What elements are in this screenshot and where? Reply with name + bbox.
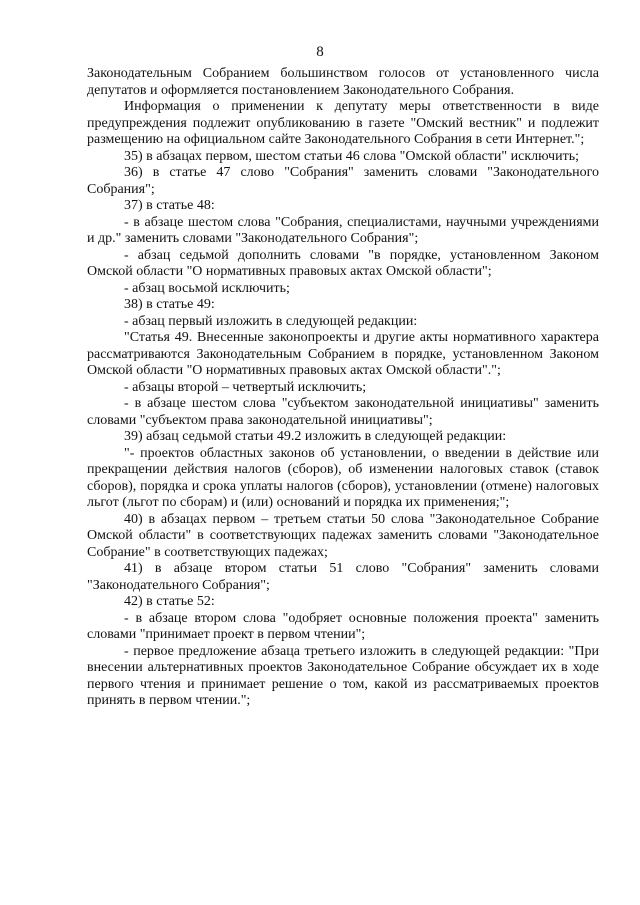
page-number: 8 <box>316 44 324 60</box>
paragraph: - абзац седьмой дополнить словами "в порядке, установленном Законом Омской области "О нормативных правовых актах Омской области"; <box>87 247 599 279</box>
paragraph: - абзац восьмой исключить; <box>124 280 290 296</box>
paragraph: - абзацы второй – четвертый исключить; <box>124 379 367 395</box>
paragraph: 38) в статье 49: <box>124 297 215 312</box>
paragraph: "Статья 49. Внесенные законопроекты и другие акты нормативного характера рассматриваются Законодательным Собранием в порядке, установленном Законом Омской области "О нормативных правовых актах Омской области"."; <box>87 330 599 378</box>
paragraph: - первое предложение абзаца третьего изложить в следующей редакции: "При внесении альтернативных проектов Законодательное Собрание обсуждает их в ходе первого чтения и принимает решение о том, какой из рассматриваемых проектов принять в первом чтении."; <box>87 643 599 708</box>
paragraph: - в абзаце шестом слова "Собрания, специалистами, научными учреждениями и др." заменить словами "Законодательного Собрания"; <box>87 214 599 246</box>
paragraph: 37) в статье 48: <box>124 198 215 213</box>
paragraph: - в абзаце шестом слова "субъектом законодательной инициативы" заменить словами "субъектом права законодательной инициативы"; <box>87 396 599 428</box>
document-body <box>87 66 599 710</box>
paragraph: 41) в абзаце втором статьи 51 слово "Собрания" заменить словами "Законодательного Собрания"; <box>87 561 599 593</box>
paragraph: Законодательным Собранием большинством голосов от установленного числа депутатов и оформляется постановлением Законодательного Собрания. <box>87 66 599 98</box>
paragraph: 42) в статье 52: <box>124 594 215 609</box>
paragraph: 35) в абзацах первом, шестом статьи 46 слова "Омской области" исключить; <box>124 148 579 164</box>
paragraph: "- проектов областных законов об установлении, о введении в действие или прекращении действия налогов (сборов), об изменении налоговых ставок (ставок сборов), порядка и срока уплаты налогов (сборов), установлении (отмене) налоговых льгот (льгот по сборам) и (или) оснований и порядка их применения;"; <box>87 445 599 510</box>
paragraph: 40) в абзацах первом – третьем статьи 50 слова "Законодательное Собрание Омской области" в соответствующих падежах заменить словами "Законодательное Собрание" в соответствующих падежах; <box>87 511 599 560</box>
paragraph: - абзац первый изложить в следующей редакции: <box>124 313 418 329</box>
paragraph: 36) в статье 47 слово "Собрания" заменить словами "Законодательного Собрания"; <box>87 165 599 197</box>
paragraph: 39) абзац седьмой статьи 49.2 изложить в следующей редакции: <box>124 429 507 444</box>
paragraph: Информация о применении к депутату меры ответственности в виде предупреждения подлежит опубликованию в газете "Омский вестник" и подлежит размещению на официальном сайте Законодательного Собрания в сети Интернет."; <box>87 99 599 147</box>
paragraph: - в абзаце втором слова "одобряет основные положения проекта" заменить словами "принимает проект в первом чтении"; <box>87 610 599 642</box>
